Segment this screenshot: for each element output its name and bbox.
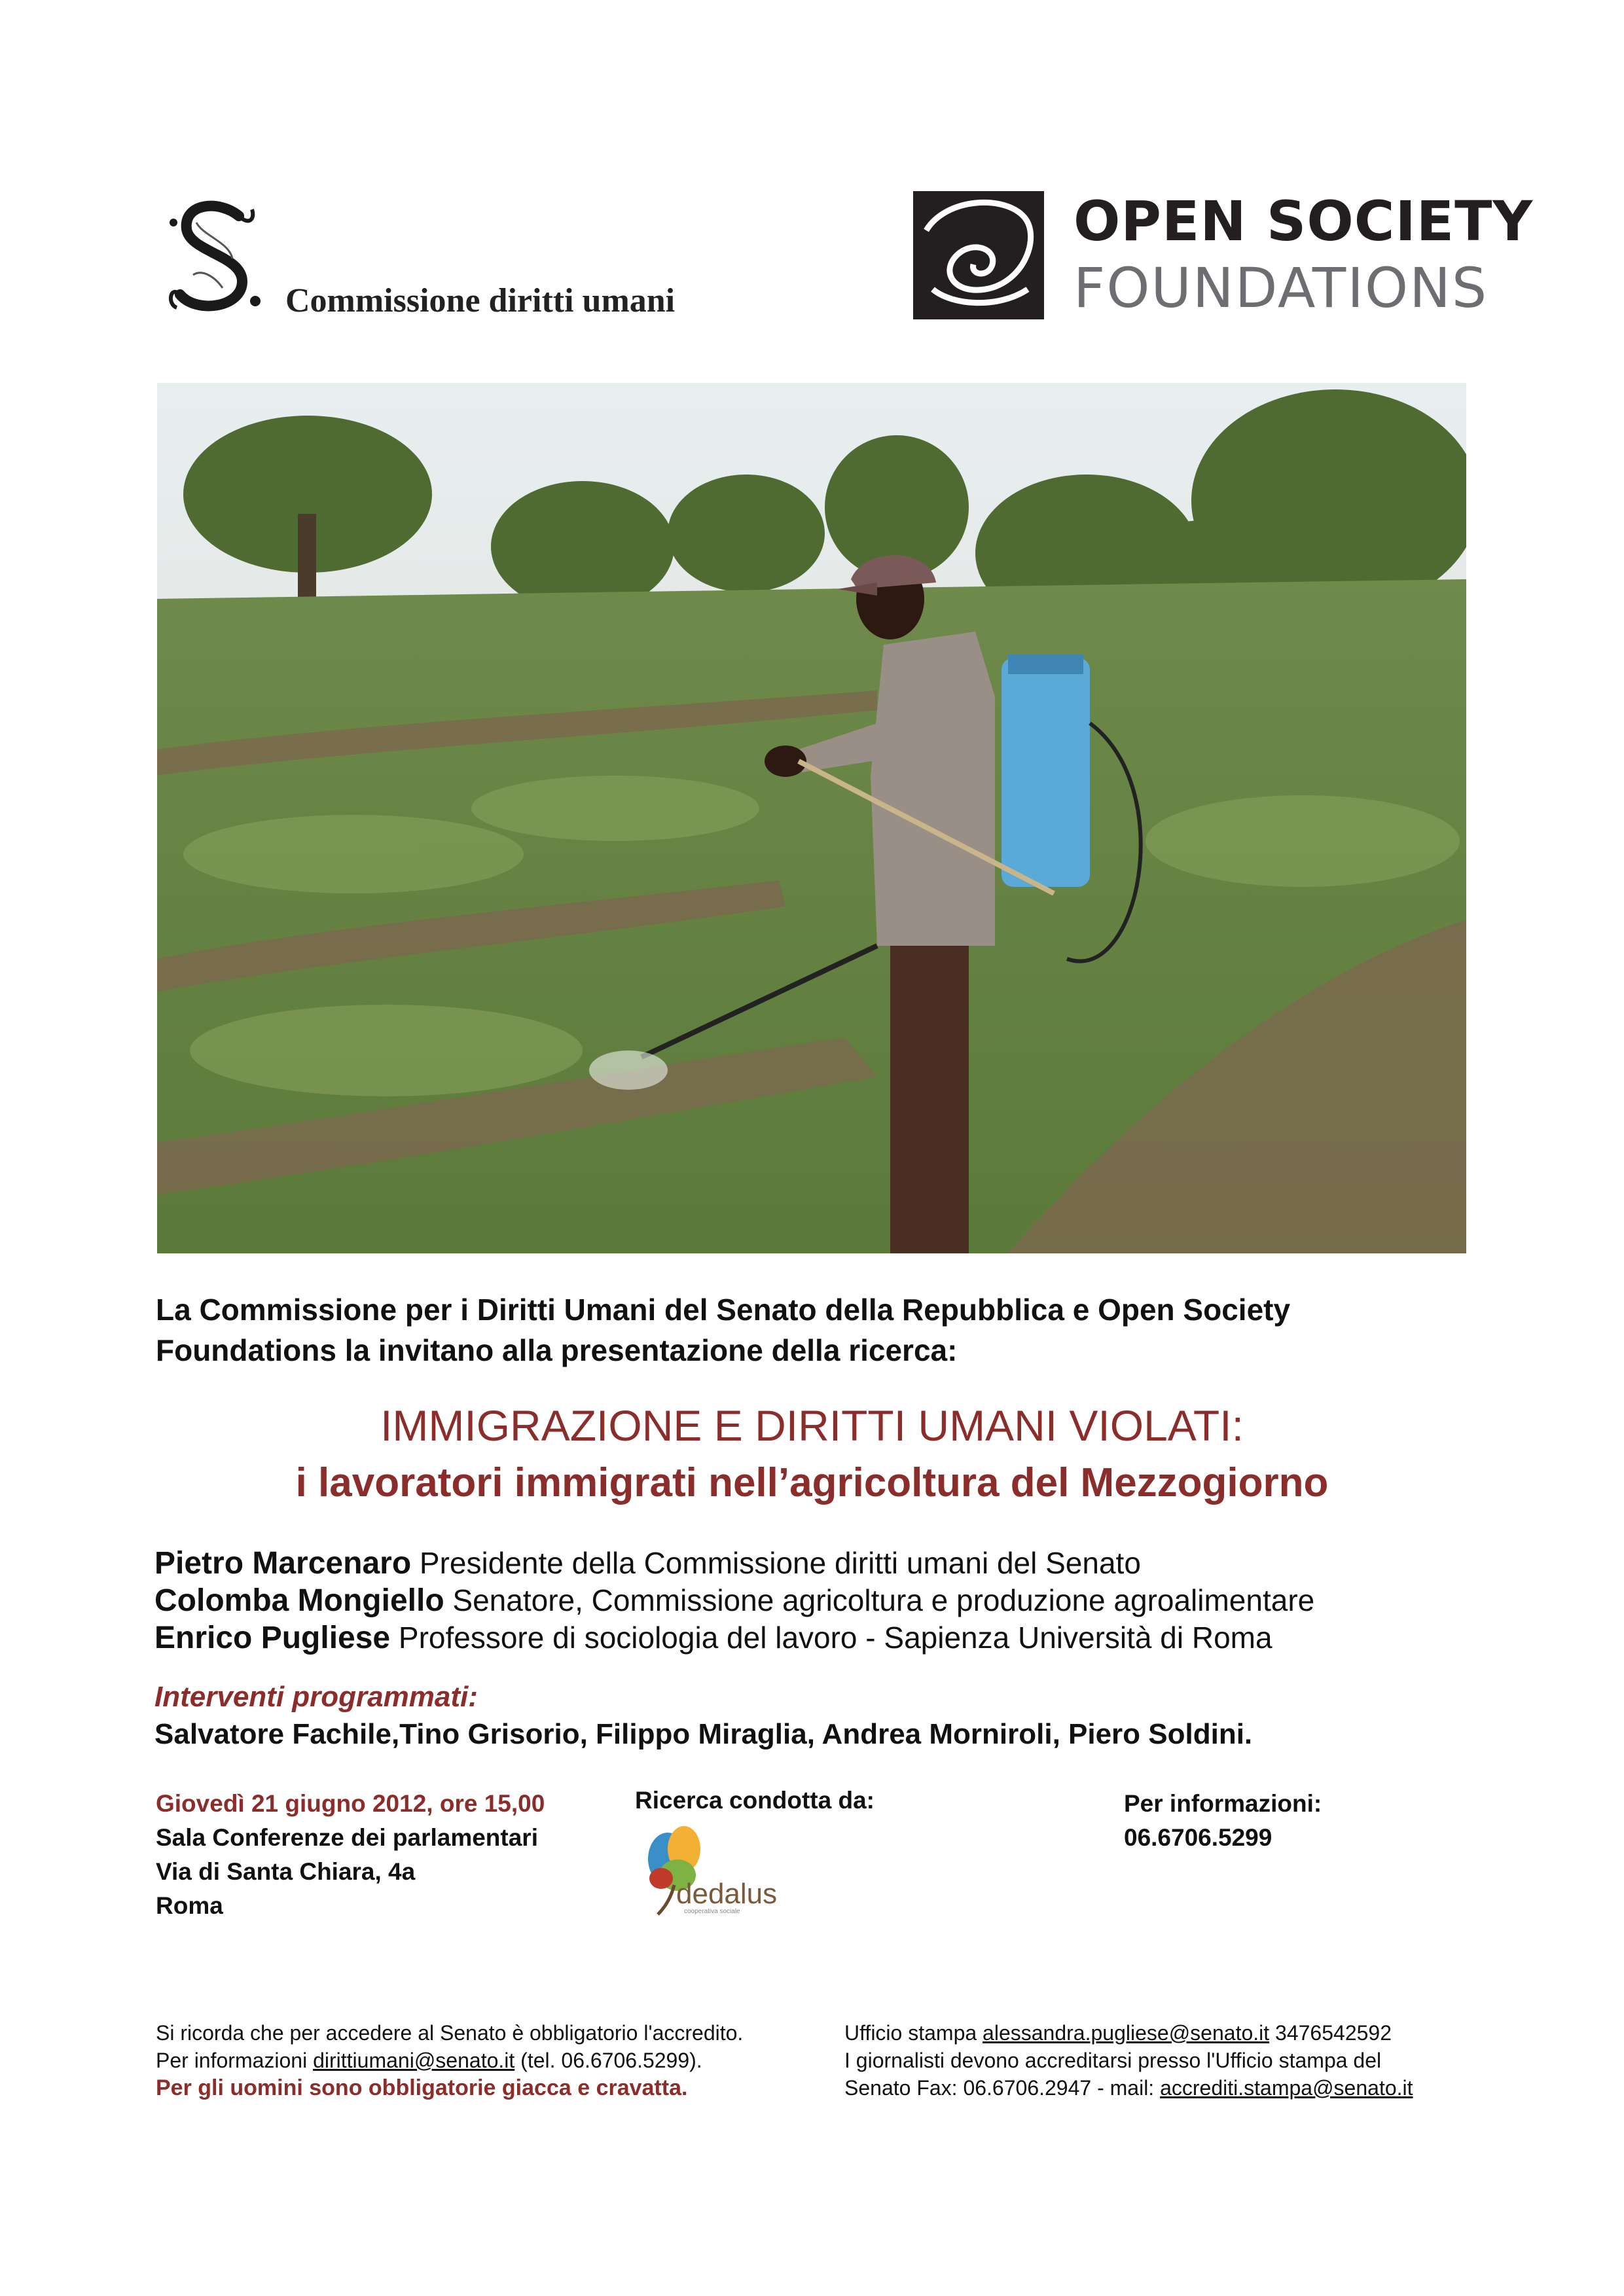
osf-name-line2: FOUNDATIONS	[1074, 256, 1489, 320]
press-office-line	[844, 2019, 1413, 2047]
fax-prefix: Senato Fax: 06.6706.2947 - mail:	[844, 2076, 1161, 2100]
speaker-row	[154, 1545, 1496, 1582]
dedalus-logo-text: dedalus	[676, 1878, 778, 1910]
dedalus-logo	[638, 1820, 782, 1918]
footer-right	[844, 2019, 1413, 2102]
speaker-role: Senatore, Commissione agricoltura e produzione agroalimentare	[452, 1583, 1315, 1617]
commission-name: Commissione diritti umani	[285, 282, 676, 319]
speaker-row	[154, 1582, 1496, 1619]
dedalus-logo-subtext: cooperativa sociale	[684, 1908, 740, 1915]
osf-logo-mark	[913, 191, 1044, 319]
osf-name-line1: OPEN SOCIETY	[1074, 189, 1534, 253]
footer-left	[156, 2019, 743, 2102]
senato-logo	[157, 196, 275, 321]
event-venue: Sala Conferenze dei parlamentari	[156, 1824, 538, 1851]
info-block	[1124, 1787, 1322, 1855]
speaker-role: Professore di sociologia del lavoro - Sapienza Università di Roma	[398, 1621, 1272, 1655]
press-phone: 3476542592	[1269, 2021, 1392, 2045]
interventi-names: Salvatore Fachile,Tino Grisorio, Filippo Miraglia, Andrea Morniroli, Piero Soldini.	[154, 1718, 1253, 1750]
event-address: Via di Santa Chiara, 4a	[156, 1858, 416, 1885]
event-title: IMMIGRAZIONE E DIRITTI UMANI VIOLATI:	[380, 1401, 1244, 1450]
speakers-list	[154, 1545, 1496, 1657]
speaker-name: Colomba Mongiello	[154, 1583, 444, 1618]
info-phone: 06.6706.5299	[1124, 1824, 1272, 1851]
research-label: Ricerca condotta da:	[635, 1787, 875, 1814]
invitation-text: La Commissione per i Diritti Umani del Senato della Repubblica e Open Society Foundations la invitano alla presentazione della ricerca:	[156, 1293, 1291, 1367]
speaker-name: Pietro Marcenaro	[154, 1546, 412, 1581]
event-details	[156, 1787, 545, 1923]
info-label: Per informazioni:	[1124, 1790, 1322, 1817]
fax-line	[844, 2074, 1413, 2102]
info-prefix: Per informazioni	[156, 2049, 314, 2072]
press-prefix: Ufficio stampa	[844, 2021, 983, 2045]
farmer-spraying-photo	[157, 383, 1466, 1253]
accreditation-note: Si ricorda che per accedere al Senato è obbligatorio l'accredito.	[156, 2021, 744, 2045]
interventi-label: Interventi programmati:	[154, 1681, 478, 1713]
speaker-name: Enrico Pugliese	[154, 1621, 391, 1655]
event-date: Giovedì 21 giugno 2012, ore 15,00	[156, 1790, 545, 1817]
dress-code-warning: Per gli uomini sono obbligatorie giacca e cravatta.	[156, 2075, 688, 2100]
info-suffix: (tel. 06.6706.5299).	[514, 2049, 702, 2072]
accrediti-email-link[interactable]: accrediti.stampa@senato.it	[1160, 2076, 1413, 2100]
diritti-umani-email-link[interactable]: dirittiumani@senato.it	[313, 2049, 515, 2072]
speaker-role: Presidente della Commissione diritti umani del Senato	[419, 1546, 1141, 1580]
press-email-link[interactable]: alessandra.pugliese@senato.it	[983, 2021, 1270, 2045]
info-contact-line	[156, 2047, 743, 2074]
event-subtitle: i lavoratori immigrati nell’agricoltura del Mezzogiorno	[295, 1460, 1329, 1505]
speaker-row	[154, 1619, 1496, 1657]
journalist-note: I giornalisti devono accreditarsi presso l'Ufficio stampa del	[844, 2049, 1382, 2072]
event-city: Roma	[156, 1892, 223, 1919]
